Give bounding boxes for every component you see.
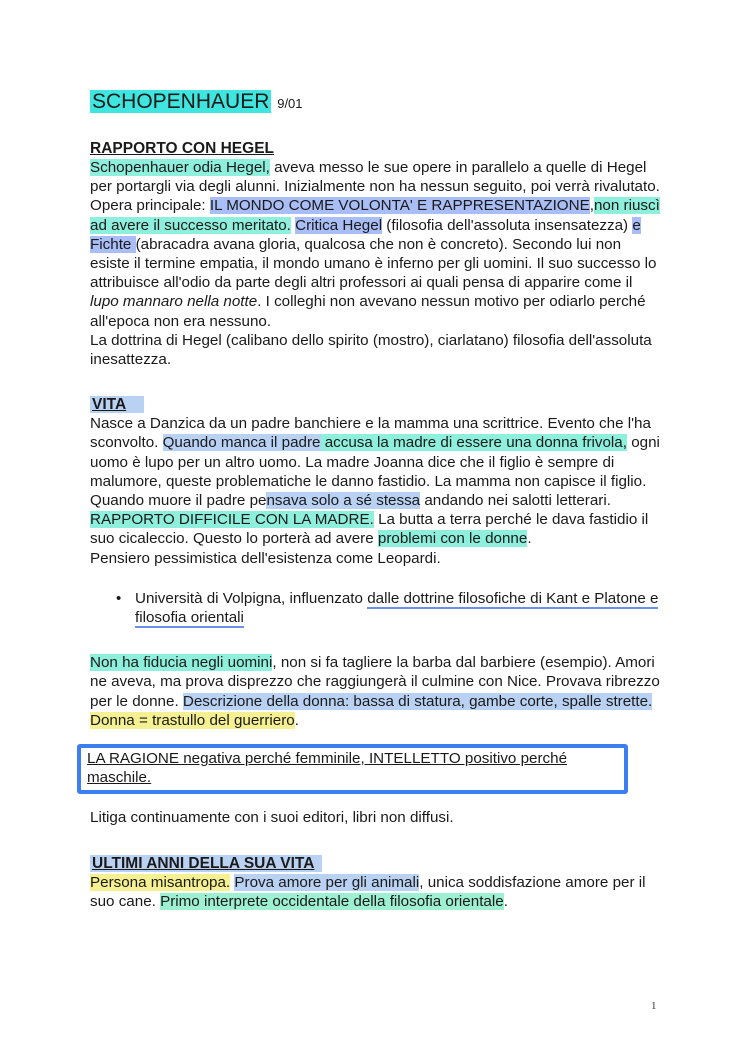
vita-text-c1: , non si fa tagliere la barba dal barbiere (esempio). Amori ne aveva, ma prova disprezzo che raggiungerà il culmine con Nice. Provava ribrezzo per le donne. — [90, 654, 660, 710]
highlight-success: non riuscì ad avere il successo meritato. — [90, 197, 660, 234]
ragione-intelletto-text: LA RAGIONE negativa perché femminile, INTELLETTO positivo perché maschile. — [87, 750, 568, 787]
ultimi-text-1: , unica soddisfazione amore per il suo cane. — [90, 873, 646, 910]
section-heading-vita — [90, 395, 660, 414]
vita-text-b3: La butta a terra perché le dava fastidio il suo cicaleccio. Questo lo porterà ad avere — [90, 511, 649, 548]
page-title: SCHOPENHAUER — [92, 90, 270, 113]
hegel-paragraph-1 — [90, 158, 660, 196]
vita-text-c2: . — [294, 711, 299, 729]
highlight-se-stessa: nsava solo a sé stessa — [266, 492, 421, 510]
hegel-text-1: aveva messo le sue opere in parallelo a quelle di Hegel per portargli via degli alunni. Inizialmente non ha nessun seguito, poi verrà rivalutato. — [90, 159, 660, 196]
highlight-fiducia-uomini: Non ha fiducia negli uomini — [90, 654, 273, 672]
vita-paragraph-1 — [90, 414, 660, 491]
bullet-text: Università di Volpigna, influenzato — [135, 589, 368, 607]
highlight-misantropa: Persona misantropa. — [90, 873, 231, 891]
editori-paragraph: Litiga continuamente con i suoi editori, libri non diffusi. — [90, 809, 454, 827]
vita-text-b4: . — [527, 530, 532, 548]
vita-heading-text: VITA — [90, 396, 144, 413]
ragione-intelletto-box — [77, 744, 628, 794]
hegel-text-end: . I colleghi non avevano nessun motivo per odiarlo perché all'epoca non era nessuno. — [90, 293, 646, 330]
page-number: 1 — [651, 1000, 657, 1012]
vita-paragraph-3: Pensiero pessimistica dell'esistenza come Leopardi. — [90, 549, 441, 567]
highlight-descrizione-donna: Descrizione della donna: bassa di statura, gambe corte, spalle strette. — [182, 692, 653, 710]
highlight-donna-frivola: accusa la madre di essere una donna frivola, — [320, 434, 627, 452]
highlight-trastullo: Donna = trastullo del guerriero — [90, 711, 295, 729]
highlight-manca-padre: Quando manca il padre — [162, 434, 321, 452]
section-heading-ultimi-anni — [90, 854, 660, 873]
highlight-amore-animali: Prova amore per gli animali — [234, 873, 420, 891]
highlight-odia-hegel: Schopenhauer odia Hegel, — [90, 159, 270, 176]
highlight-fichte: e Fichte — [90, 216, 641, 253]
title-date: 9/01 — [277, 96, 303, 111]
hegel-text-rest: (abracadra avana gloria, qualcosa che non è concreto). Secondo lui non esiste il termine empatia, il mondo umano è inferno per gli uomini. Il suo successo lo attribuisce all'odio da parte degli altri professori ai quali pensa di apparire come il — [90, 235, 657, 292]
vita-text-b1: Quando muore il padre pe — [90, 492, 267, 510]
vita-text-b2: andando nei salotti letterari. — [420, 492, 611, 510]
ultimi-paragraph — [90, 873, 660, 911]
hegel-text-mid: (filosofia dell'assoluta insensatezza) — [382, 216, 633, 234]
highlight-critica-hegel: Critica Hegel — [295, 216, 383, 234]
highlight-main-work: IL MONDO COME VOLONTA' E RAPPRESENTAZIONE — [209, 197, 590, 215]
hegel-text-opera: Opera principale: — [90, 197, 210, 215]
underlined-dottrine: dalle dottrine filosofiche di Kant e Platone e filosofia orientali — [135, 589, 659, 627]
highlight-rapporto-madre: RAPPORTO DIFFICILE CON LA MADRE. — [90, 511, 374, 529]
hegel-italic-lupo: lupo mannaro nella notte — [90, 293, 258, 311]
bullet-list-item — [90, 589, 660, 627]
vita-paragraph-4 — [90, 653, 660, 730]
title-line — [90, 88, 660, 118]
hegel-paragraph-3: La dottrina di Hegel (calibano dello spirito (mostro), ciarlatano) filosofia dell'assoluta inesattezza. — [90, 331, 652, 369]
highlight-interprete-orientale: Primo interprete occidentale della filosofia orientale — [160, 892, 504, 910]
ultimi-text-2: . — [503, 892, 508, 910]
vita-text-a1: Nasce a Danzica da un padre banchiere e la mamma una scrittrice. Evento che l'ha sconvolto. — [90, 415, 651, 452]
document-content — [87, 88, 660, 911]
highlight-problemi-donne: problemi con le donne — [377, 530, 528, 548]
bullet-dot-icon: • — [116, 589, 122, 607]
hegel-paragraph-2 — [90, 196, 660, 330]
section-heading-hegel: RAPPORTO CON HEGEL — [90, 140, 275, 157]
vita-paragraph-2 — [90, 491, 660, 549]
vita-text-a2: ogni uomo è lupo per un altro uomo. La madre Joanna dice che il figlio è sempre di malumore, queste problematiche le danno fastidio. La mamma non capisce il figlio. — [90, 434, 660, 490]
ultimi-heading-text: ULTIMI ANNI DELLA SUA VITA — [90, 855, 322, 872]
hegel-comma: , — [589, 197, 594, 215]
